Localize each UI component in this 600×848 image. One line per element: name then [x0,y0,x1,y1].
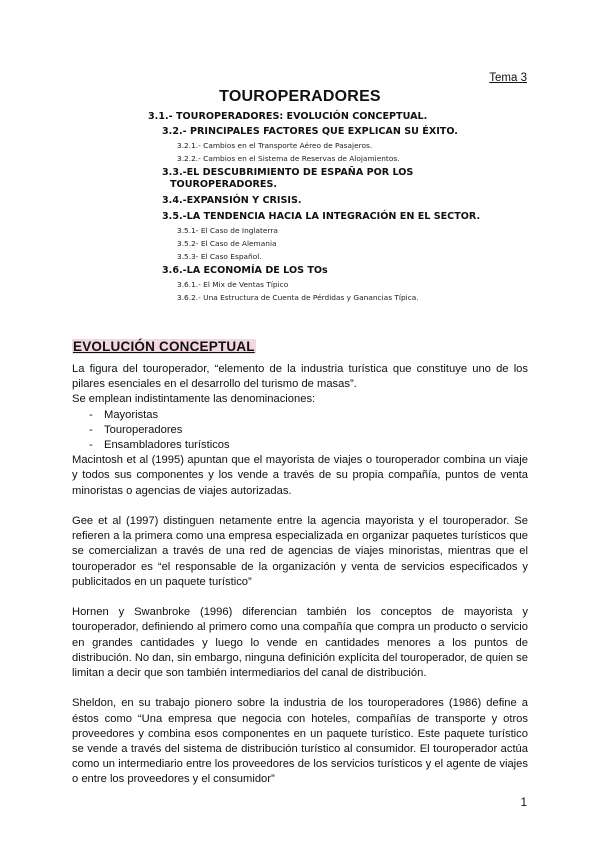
toc-subitem: 3.6.2.- Una Estructura de Cuenta de Pérdidas y Ganancias Típica. [177,293,419,302]
toc-item: 3.4.-EXPANSIÓN Y CRISIS. [162,195,302,206]
denominations-list [72,408,528,454]
list-item: - Mayoristas [89,408,159,421]
topic-label: Tema 3 [489,72,527,84]
paragraph-sheldon: Sheldon, en su trabajo pionero sobre la industria de los touroperadores (1986) define a éstos como “Una empresa que negocia con hoteles, compañías de transporte y otros proveedores y combina esos componentes en un paquete turístico. Este paquete turístico se vende a través del sistema de distribución turístico al consumidor. El touroperador actúa como un intermediario entre los proveedores de los servicios turísticos y el agente de viajes o entre los proveedores y el consumidor” [72,697,528,786]
list-item: - Touroperadores [89,423,183,436]
paragraph-macintosh: Macintosh et al (1995) apuntan que el mayorista de viajes o touroperador combina un viaje y todos sus componentes y los vende a través de su propia compañía, puntos de venta minoristas o agencias de viajes autorizadas. [72,454,528,497]
toc-item-continuation: TOUROPERADORES. [170,179,278,190]
page-number: 1 [520,797,527,809]
list-item: - Ensambladores turísticos [89,439,230,452]
toc-item: 3.5.-LA TENDENCIA HACIA LA INTEGRACIÓN EN EL SECTOR. [162,211,481,222]
toc-subitem: 3.5.1- El Caso de Inglaterra [177,226,278,235]
toc-item: 3.2.- PRINCIPALES FACTORES QUE EXPLICAN SU ÉXITO. [162,126,458,137]
toc-item: 3.6.-LA ECONOMÍA DE LOS TOs [162,265,328,276]
toc-subitem: 3.5.3- El Caso Español. [177,252,262,261]
table-of-contents [0,111,600,303]
toc-item: 3.1.- TOUROPERADORES: EVOLUCIÓN CONCEPTUAL. [148,111,428,122]
paragraph-gee: Gee et al (1997) distinguen netamente entre la agencia mayorista y el touroperador. Se refieren a la primera como una empresa especializada en organizar paquetes turísticos que se comercializan a través de una red de agencias de viajes minoristas, mientras que el touroperador es “el responsable de la organización y venta de servicios especificados y publicitados en un paquete turístico” [72,515,528,588]
paragraph-hornen: Hornen y Swanbroke (1996) diferencian también los conceptos de mayorista y touroperador, definiendo al primero como una compañía que compra un producto o servicio en grandes cantidades y luego lo vende en cantidades menores a los puntos de distribución. No dan, sin embargo, ninguna definición explícita del touroperador, de quien se limitan a decir que son también intermediarios del canal de distribución. [72,606,528,680]
section-body [72,362,528,788]
section-heading: EVOLUCIÓN CONCEPTUAL [73,339,255,354]
toc-subitem: 3.2.1.- Cambios en el Transporte Aéreo de Pasajeros. [177,141,373,150]
denominations-intro: Se emplean indistintamente las denominaciones: [72,393,316,406]
toc-subitem: 3.5.2- El Caso de Alemania [177,239,277,248]
toc-subitem: 3.6.1.- El Mix de Ventas Típico [177,280,289,289]
toc-subitem: 3.2.2.- Cambios en el Sistema de Reservas de Alojamientos. [177,154,400,163]
page-title: TOUROPERADORES [219,88,381,105]
intro-paragraph: La figura del touroperador, “elemento de la industria turística que constituye uno de los pilares esenciales en el desarrollo del turismo de masas”. [72,363,528,391]
toc-item: 3.3.-EL DESCUBRIMIENTO DE ESPAÑA POR LOS [162,167,414,178]
